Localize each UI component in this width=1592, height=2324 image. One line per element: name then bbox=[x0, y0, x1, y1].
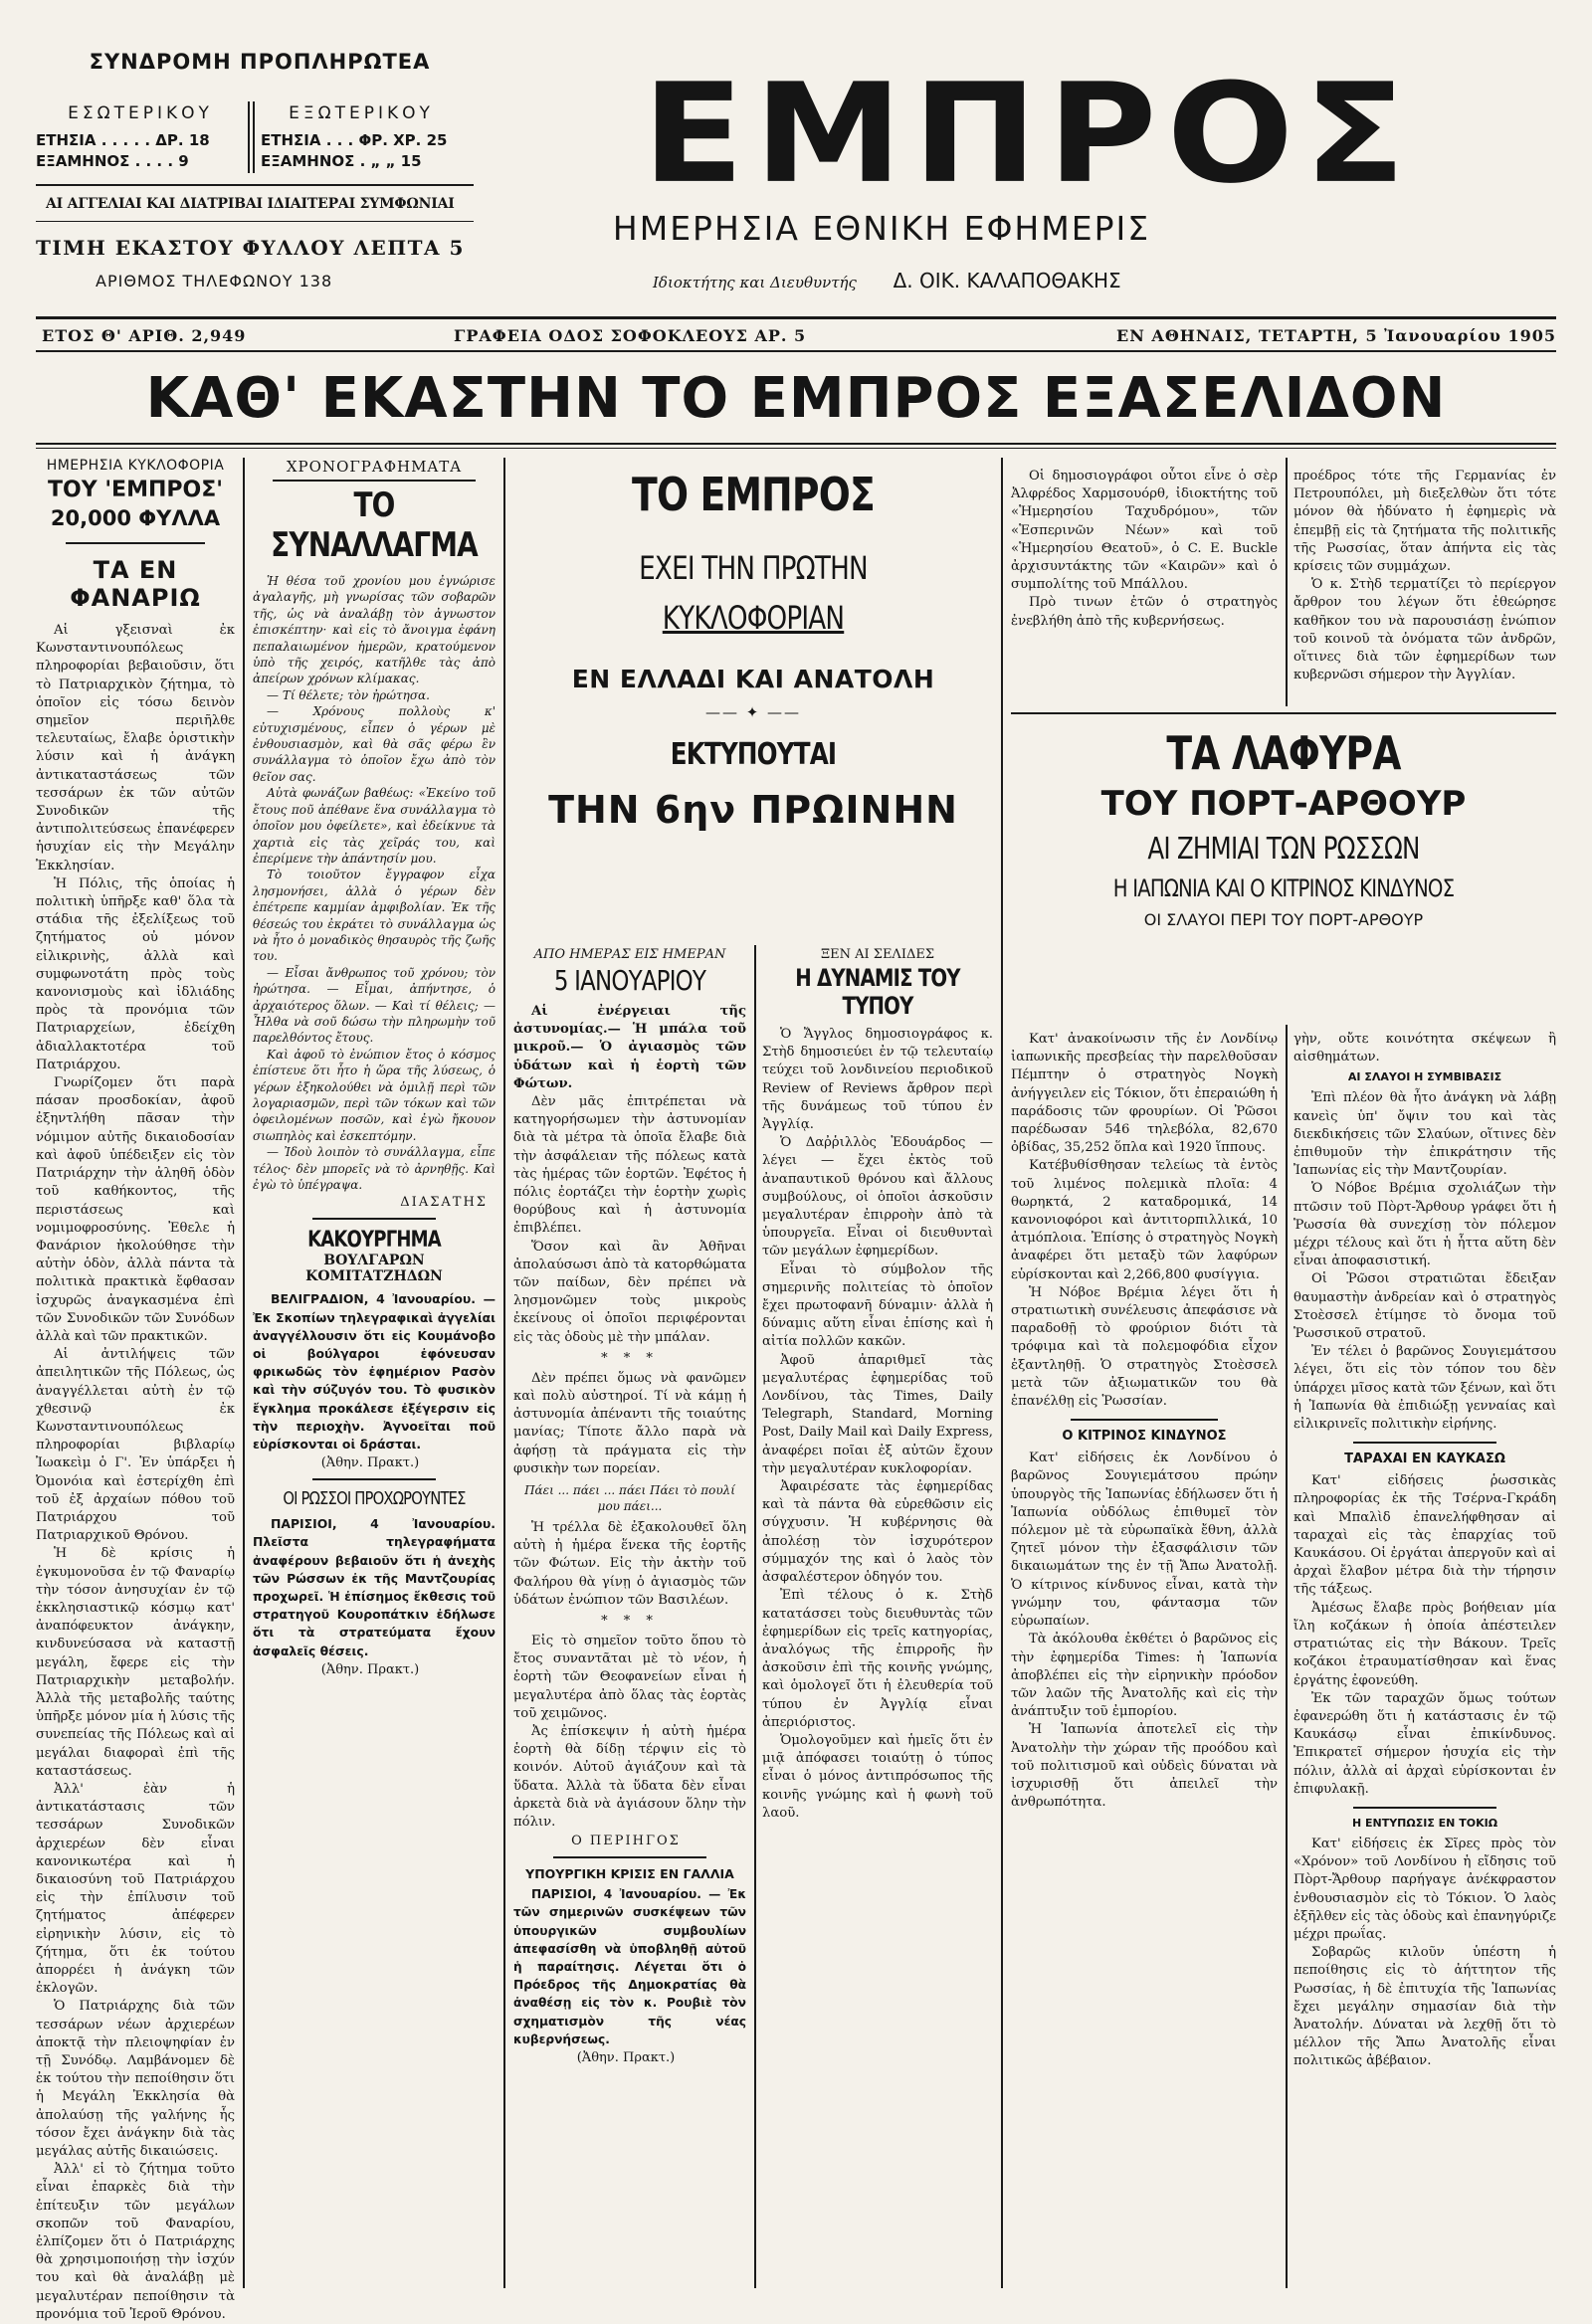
article-paragraph: γὴν, οὔτε κοινότητα σκέψεων ἢ αἰσθημάτων. bbox=[1294, 1032, 1556, 1065]
section-label-daily: ΑΠΟ ΗΜΕΡΑΣ ΕΙΣ ΗΜΕΡΑΝ bbox=[533, 947, 726, 962]
article-paragraph: Αἱ ἀντιλήψεις τῶν ἀπειλητικῶν τῆς Πόλεως, ὡς ἀναγγέλλεται αὐτὴ ἐν τῷ χθεσινῷ ἐκ Κωνσταντινουπόλεως πληροφορίαι βιβλαρίῳ Ἰωακεὶμ ὁ Γ'. Ἐν ὑπάρξει ἡ Ὀμονόια καὶ ἐστερίχθη ἐπὶ τοῦ ἐξ ἀρχαίων πόθου τοῦ Πατριάρχου τοῦ Πατριαρχικοῦ Θρόνου. bbox=[36, 1347, 235, 1544]
column-4b bbox=[1294, 1031, 1556, 2071]
article-head-tokyo: Η ΕΝΤΥΠΩΣΙΣ ΕΝ ΤΟΚΙΩ bbox=[1351, 1816, 1498, 1830]
article-head-fanari: ΤΑ ΕΝ ΦΑΝΑΡΙΩ bbox=[70, 556, 201, 612]
promo-line-circulation: ΚΥΚΛΟΦΟΡΙΑΝ bbox=[662, 599, 845, 637]
article-head-date: 5 ΙΑΝΟΥΑΡΙΟΥ bbox=[553, 964, 706, 997]
promo-line-greece: ΕΝ ΕΛΛΑΔΙ ΚΑΙ ΑΝΑΤΟΛΗ bbox=[571, 665, 935, 693]
column-3b bbox=[762, 947, 993, 1823]
article-paragraph: — Ἰδοὺ λοιπὸν τὸ συνάλλαγμα, εἶπε τέλος· δὲν μπορεῖς νὰ τὸ ἀρνηθῇς. Καὶ ἐγὼ τὸ ὑπέγραψα. bbox=[253, 1145, 496, 1193]
article-paragraph: Κατέβυθίσθησαν τελείως τὰ ἐντὸς τοῦ λιμένος πολεμικὰ πλοῖα: 4 θωρηκτά, 2 καταδρομικά, 14 κανονιοφόροι καὶ ἀντιτορπιλλικά, 10 ἀτμόπλοια. Ἐπίσης ὁ στρατηγὸς Νογκὴ ἀναφέρει ὅτι μεταξὺ τῶν λαφύρων εὑρίσκονται καὶ 2,266,800 φυσίγγια. bbox=[1011, 1158, 1278, 1282]
article-paragraph: — Εἶσαι ἄνθρωπος τοῦ χρόνου; τὸν ἠρώτησα. — Εἶμαι, ἀπήντησε, ὁ ἀρχαιότερος ὅλων. — Καὶ τί θέλεις; — Ἦλθα νὰ σοῦ δώσω τὴν πληρωμὴν τοῦ παρελθόντος ἔτους. bbox=[253, 965, 496, 1046]
circulation-count: 20,000 ΦΥΛΛΑ bbox=[50, 506, 221, 530]
article-head-russians: ΟΙ ΡΩΣΣΟΙ ΠΡΟΧΩΡΟΥΝΤΕΣ bbox=[283, 1488, 466, 1510]
lafyra-headline-block bbox=[1011, 726, 1556, 929]
article-head-port-arthur: ΤΟΥ ΠΟΡΤ-ΑΡΘΟΥΡ bbox=[1100, 784, 1467, 824]
article-paragraph: Ἡ τρέλλα δὲ ἐξακολουθεῖ ὅλη αὐτὴ ἡ ἡμέρα ἕνεκα τῆς ἑορτῆς τῶν Φώτων. Εἰς τὴν ἀκτὴν τοῦ Φαλήρου θὰ γίνῃ ὁ ἀγιασμὸς τῶν ὑδάτων ἐνώπιον τῶν Βασιλέων. bbox=[513, 1519, 746, 1608]
article-subhead-crime: ΒΟΥΛΓΑΡΩΝ ΚΟΜΙΤΑΤΖΗΔΩΝ bbox=[305, 1253, 443, 1285]
article-paragraph: Τὸ τοιοῦτον ἔγγραφον εἶχα λησμονήσει, ἀλλὰ ὁ γέρων δὲν ἐπέτρεπε καμμίαν ἀμφιβολίαν. Ἐκ τῆς θέσεώς του ἐκράτει τὸ συνάλλαγμα ὡς νὰ ἦτο ὁ μοναδικὸς θησαυρὸς τῆς ζωῆς του. bbox=[253, 868, 496, 964]
article-head-synallagma: ΤΟ ΣΥΝΑΛΛΑΓΜΑ bbox=[271, 485, 478, 565]
article-head-losses: ΑΙ ΖΗΜΙΑΙ ΤΩΝ ΡΩΣΣΩΝ bbox=[1147, 832, 1420, 867]
signature: ΔΙΑΣΑΤΗΣ bbox=[400, 1195, 488, 1211]
owner-name: Δ. ΟΙΚ. ΚΑΛΑΠΟΘΑΚΗΣ bbox=[893, 269, 1121, 292]
ads-note: ΑΙ ΑΓΓΕΛΙΑΙ ΚΑΙ ΔΙΑΤΡΙΒΑΙ ΙΔΙΑΙΤΕΡΑΙ ΣΥΜΦΩΝΙΑΙ bbox=[46, 196, 455, 212]
article-paragraph: Κατ' εἰδήσεις ἐκ Λονδίνου ὁ βαρῶνος Σουγιεμάτσου πρώην ὑπουργὸς τῆς Ἰαπωνίας ἐδήλωσεν ὅτι ἡ Ἰαπωνία οὐδόλως ἐπιθυμεῖ τὸν πόλεμον μὲ τὰ εὐρωπαϊκὰ ἔθνη, ἀλλὰ ζητεῖ μόνον τὴν ἐξασφάλισιν τῶν δικαιωμάτων της ἐν τῇ Ἄπω Ἀνατολῇ. Ὁ κίτρινος κίνδυνος εἶναι, κατὰ τὴν γνώμην του, φάντασμα τῶν εὐρωπαίων. bbox=[1011, 1451, 1278, 1630]
domestic-yearly: ΕΤΗΣΙΑ . . . . . ΔΡ. 18 bbox=[36, 131, 210, 149]
article-paragraph: Ἀφοῦ ἀπαριθμεῖ τὰς μεγαλυτέρας ἐφημερίδας τοῦ Λονδίνου, τὰς Times, Daily Telegraph, Standard, Morning Post, Daily Mail καὶ Daily Express, ἀναφέρει ποῖαι ἐξ αὐτῶν ἔχουν τὴν μεγαλυτέραν κυκλοφορίαν. bbox=[762, 1352, 993, 1476]
column-4b-top bbox=[1294, 468, 1556, 684]
article-summary: Αἱ ἐνέργειαι τῆς ἀστυνομίας.— Ἡ μπάλα τοῦ μικροῦ.— Ὁ ἀγιασμὸς τῶν ὑδάτων καὶ ἡ ἑορτὴ τῶν Φώτων. bbox=[513, 1004, 746, 1091]
article-paragraph: Κατ' ἀνακοίνωσιν τῆς ἐν Λονδίνῳ ἰαπωνικῆς πρεσβείας τὴν παρελθοῦσαν Πέμπτην ὁ στρατηγὸς Νογκὴ ἀνήγγειλεν εἰς Τόκιον, ὅτι ἐπεραιώθη ἡ παράδοσις τῶν φρουρίων. Οἱ Ῥῶσοι παρέδωσαν 546 τηλεβόλα, 82,670 ὀβίδας, 35,252 ὅπλα καὶ 1920 ἵππους. bbox=[1011, 1032, 1278, 1156]
headline-banner: ΚΑΘ' ΕΚΑΣΤΗΝ ΤΟ ΕΜΠΡΟΣ ΕΞΑΣΕΛΙΔΟΝ bbox=[145, 366, 1447, 431]
article-paragraph: Ἐκ τῶν ταραχῶν ὅμως τούτων ἐφανερώθη ὅτι ἡ κατάστασις ἐν τῷ Καυκάσῳ εἶναι ἐπικίνδυνος. Ἐπικρατεῖ σήμερον ἡσυχία εἰς τὴν πόλιν, ἀλλὰ αἱ ἀρχαὶ εὑρίσκονται ἐν ἐπιφυλακῇ. bbox=[1294, 1690, 1556, 1797]
circulation-title: ΤΟΥ 'ΕΜΠΡΟΣ' bbox=[48, 478, 223, 502]
column-4a bbox=[1011, 1031, 1278, 1812]
article-paragraph: Εἶναι τὸ σύμβολον τῆς σημερινῆς πολιτείας τὸ ὁποῖον ἔχει πρωτοφανῆ δύναμιν· ἀλλὰ ἡ δύναμις αὕτη εἶναι ἐπίσης καὶ ἡ αἰτία πολλῶν κακῶν. bbox=[762, 1261, 993, 1350]
article-paragraph: Δὲν μᾶς ἐπιτρέπεται νὰ κατηγορήσωμεν τὴν ἀστυνομίαν διὰ τὰ μέτρα τὰ ὁποῖα ἔλαβε διὰ τὴν ἀσφάλειαν τῆς πόλεως κατὰ τὰς ἡμέρας τῶν ἑορτῶν. Ἐφέτος ἡ πόλις ἐορτάζει τὴν ἑορτὴν χωρὶς θορύβους καὶ ἡ ἀστυνομία ἐπιβλέπει. bbox=[513, 1094, 746, 1237]
article-paragraph: Γνωρίζομεν ὅτι παρὰ πάσαν προσδοκίαν, ἀφοῦ ἐξηντλήθη πᾶσαν τὴν νόμιμον αὐτῆς δικαιοδοσίαν καὶ ἀφοῦ ὑπέδειξεν εἰς τὸν Πατριάρχην τὴν ἀληθῆ ὁδὸν τοῦ καθήκοντος, τῆς περιστάσεως καὶ νομιμοφροσύνης. Ἐθελε ἡ Φανάριον ἠκολούθησε τὴν αὐτὴν ὁδὸν, ἀλλὰ πάντα τὰ πολιτικὰ πρακτικὰ ἔφθασαν ἰσχυρῶς ἀναγκασμένα ἐπὶ τῶν Συνοδικῶν τῶν Συνόδων ἀλλὰ καὶ τῶν πρακτικῶν. bbox=[36, 1075, 235, 1344]
article-paragraph: Κατ' εἰδήσεις ἐκ Σῖρες πρὸς τὸν «Χρόνον» τοῦ Λονδίνου ἡ εἴδησις τοῦ Πὸρτ-Ἄρθουρ παρήγαγε ἀνέκφραστον ἐνθουσιασμὸν εἰς τὸ Τόκιον. Ὁ λαὸς ἐξῆλθεν εἰς τὰς ὁδοὺς καὶ ἐπανηγύριζε μέχρι πρωΐας. bbox=[1294, 1836, 1556, 1942]
article-paragraph: — Χρόνους πολλοὺς κ' εὐτυχισμένους, εἶπεν ὁ γέρων μὲ ἐνθουσιασμὸν, καὶ θὰ σᾶς φέρω ἓν συνάλλαγμα τὸ ὁποῖον ἔχω ἀπὸ τὸν θεῖον σας. bbox=[253, 704, 496, 784]
article-paragraph: Τὰ ἀκόλουθα ἐκθέτει ὁ βαρῶνος εἰς τὴν ἐφημερίδα Times: ἡ Ἰαπωνία ἀποβλέπει εἰς τὴν εἰρηνικὴν πρόοδον τῶν λαῶν τῆς Ἀνατολῆς καὶ εἰς τὴν ἀνάπτυξιν τοῦ ἐμπορίου. bbox=[1011, 1632, 1278, 1720]
section-label-foreign: ΞΕΝ ΑΙ ΣΕΛΙΔΕΣ bbox=[820, 947, 935, 962]
promo-line-printed: ΕΚΤΥΠΟΥΤΑΙ bbox=[670, 737, 837, 772]
article-paragraph: Ἐπὶ τέλους ὁ κ. Στὴδ κατατάσσει τοὺς διευθυντὰς τῶν ἐφημερίδων εἰς τρεῖς κατηγορίας, ἀναλόγως τῆς ἐπιρροῆς ἣν ἀσκοῦσιν ἐπὶ τῆς κοινῆς γνώμης, καὶ ὁμολογεῖ ὅτι ἡ ἐλευθερία τοῦ τύπου ἐν Ἀγγλίᾳ εἶναι ἀπεριόριστος. bbox=[762, 1588, 993, 1730]
column-4a-top bbox=[1011, 468, 1278, 631]
article-paragraph: Κατ' εἰδήσεις ῥωσσικὰς πληροφορίας ἐκ τῆς Τσέρνα-Γκράδη καὶ Μπαλὶδ ἐπανελήφθησαν αἱ ταραχαὶ εἰς τὰς ἐπαρχίας τοῦ Καυκάσου. Οἱ ἐργάται ἀπεργοῦν καὶ αἱ ἀρχαὶ ἔλαβον μέτρα διὰ τὴν τήρησιν τῆς τάξεως. bbox=[1294, 1473, 1556, 1598]
article-head-yellow-peril: Ο ΚΙΤΡΙΝΟΣ ΚΙΝΔΥΝΟΣ bbox=[1062, 1429, 1227, 1445]
article-paragraph: Ἡ θέσα τοῦ χρονίου μου ἐγνώρισε ἀγαλαγῆς, μὴ γνωρίσας τῶν σοβαρῶν τῆς, ὡς νὰ ἀναλάβῃ τὸν ἀγνωστον ἐπισκέπτην· καὶ εἰς τὸ ἄνοιγμα ἐφάνη πεπαλαιωμένον ἡμερῶν, κρατούμενον ὑπὸ τῆς χειρός, κατῆλθε τὰς ἀπὸ ἀπείρων χρόνων κλίμακας. bbox=[253, 574, 496, 686]
article-paragraph: Αἱ γξεισναὶ ἐκ Κωνσταντινουπόλεως πληροφορίαι βεβαιοῦσιν, ὅτι τὸ Πατριαρχικὸν ζήτημα, τὸ ὁποῖον εἰς τόσω δεινὸν σημεῖον περιῆλθε τελευταίως, ἔλαβε ὁριστικὴν λύσιν καὶ ἡ ἀνάγκη ἀντικαταστάσεως τῶν τεσσάρων ἐκ τῶν αὐτῶν Συνοδικῶν τῆς ἀντιπολιτεύσεως ἐπανέφερεν ἡσυχίαν εἰς τὴν Μεγάλην Ἐκκλησίαν. bbox=[36, 623, 235, 873]
newspaper-subtitle: ΗΜΕΡΗΣΙΑ ΕΘΝΙΚΗ ΕΦΗΜΕΡΙΣ bbox=[612, 209, 1151, 248]
foreign-semi: ΕΞΑΜΗΝΟΣ . „ „ 15 bbox=[261, 152, 422, 170]
circulation-label: ΗΜΕΡΗΣΙΑ ΚΥΚΛΟΦΟΡΙΑ bbox=[46, 458, 225, 474]
article-paragraph: Ὁμολογοῦμεν καὶ ἡμεῖς ὅτι ἐν μιᾷ ἀπόφασει τοιαύτῃ ὁ τύπος εἶναι ὁ μόνος ἀντιπρόσωπος τῆς κοινῆς γνώμης καὶ ἡ φωνὴ τοῦ λαοῦ. bbox=[762, 1732, 993, 1821]
article-paragraph: Αὐτὰ φωνάζων βαθέως: «Ἐκείνο τοῦ ἔτους ποῦ ἀπέθανε ἕνα συνάλλαγμα τὸ ὁποῖον μου ὀφείλετε», καὶ ἐδείκνυε τὰ χαρτιὰ εἰς τὰς χεῖράς του, καὶ ἐπερίμενε τὴν ἀπάντησίν μου. bbox=[253, 786, 496, 866]
price-line: ΤΙΜΗ ΕΚΑΣΤΟΥ ΦΥΛΛΟΥ ΛΕΠΤΑ 5 bbox=[36, 236, 465, 260]
foreign-yearly: ΕΤΗΣΙΑ . . . ΦΡ. ΧΡ. 25 bbox=[261, 131, 448, 149]
promo-line-time: ΤΗΝ 6ην ΠΡΩΙΝΗΝ bbox=[548, 788, 958, 832]
column-1 bbox=[36, 458, 235, 2324]
article-head-compromise: ΑΙ ΣΛΑΥΟΙ Η ΣΥΜΒΙΒΑΣΙΣ bbox=[1347, 1070, 1502, 1084]
article-paragraph: Ὁ Ἄγγλος δημοσιογράφος κ. Στὴδ δημοσιεύει ἐν τῷ τελευταίῳ τεύχει τοῦ λονδινείου περιοδικοῦ Review of Reviews ἄρθρον περὶ τῆς δυνάμεως τοῦ τύπου ἐν Ἀγγλίᾳ. bbox=[762, 1027, 993, 1133]
source-credit: (Ἀθην. Πρακτ.) bbox=[320, 1455, 420, 1471]
article-head-spoils: ΤΑ ΛΑΦΥΡΑ bbox=[1166, 726, 1401, 780]
article-paragraph: Ἀλλ' εἰ τὸ ζήτημα τοῦτο εἶναι ἐπαρκὲς διὰ τὴν ἐπίτευξιν τῶν μεγάλων σκοπῶν τοῦ Φαναρίου, ἐλπίζομεν ὅτι ὁ Πατριάρχης θὰ χρησιμοποιήσῃ τὴν ἰσχύν του καὶ θὰ ἀναλάβῃ μὲ μεγαλυτέραν πεποίθησιν τὰ προνόμια τοῦ Ἱεροῦ Θρόνου. bbox=[36, 2162, 235, 2322]
article-head-japan: Η ΙΑΠΩΝΙΑ ΚΑΙ Ο ΚΙΤΡΙΝΟΣ ΚΙΝΔΥΝΟΣ bbox=[1112, 874, 1455, 902]
article-paragraph: Ἀμέσως ἔλαβε πρὸς βοήθειαν μία ἴλη κοζάκων ἡ ὁποία ἀπέστειλεν στρατιώτας εἰς τὴν Βάκουν. Τρεῖς κοζάκοι ἐτραυματίσθησαν καὶ ἕνας ἐργάτης ἐφονεύθη. bbox=[1294, 1600, 1556, 1688]
source-credit: (Ἀθην. Πρακτ.) bbox=[320, 1661, 420, 1677]
article-paragraph: Δὲν πρέπει ὅμως νὰ φανῶμεν καὶ πολὺ αὐστηροί. Τί νὰ κάμῃ ἡ ἀστυνομία ἀπέναντι τῆς τοιαύτης μανίας; Τίποτε ἄλλο παρὰ νὰ ἀφήσῃ τὰ πράγματα εἰς τὴν φυσικὴν των πορείαν. bbox=[513, 1370, 746, 1476]
article-head-press: Η ΔΥΝΑΜΙΣ ΤΟΥ ΤΥΠΟΥ bbox=[795, 964, 960, 1020]
section-label-chronicles: ΧΡΟΝΟΓΡΑΦΗΜΑΤΑ bbox=[286, 458, 463, 476]
article-paragraph: Ἀλλ' ἐὰν ἡ ἀντικατάστασις τῶν τεσσάρων Συνοδικῶν ἀρχιερέων δὲν εἶναι κανονικωτέρα καὶ ἡ δικαιοσύνη τοῦ Πατριάρχου εἰς τὴν ἐπίλυσιν τοῦ ζητήματος ἀπέφερεν εἰρηνικὴν λύσιν, εἰς τὸ ζήτημα, ὅτι ἐκ τούτου ἀπορρέει ἡ ἀνάγκη τῶν ἐκλογῶν. bbox=[36, 1782, 235, 1997]
newspaper-page bbox=[36, 40, 1556, 2322]
section-asterisks: * * * bbox=[601, 1613, 659, 1629]
article-paragraph: Σοβαρῶς κιλοῦν ὑπέστη ἡ πεποίθησις εἰς τὸ ἀήττητον τῆς Ρωσσίας, ἡ δὲ ἐπιτυχία τῆς Ἰαπωνίας ἔχει μεγάλην σημασίαν διὰ τὴν Ἀνατολήν. Δύναται νὰ λεχθῇ ὅτι τὸ μέλλον τῆς Ἄπω Ἀνατολῆς εἶναι πολιτικῶς ἀβέβαιον. bbox=[1294, 1945, 1556, 2069]
article-head-crime: ΚΑΚΟΥΡΓΗΜΑ bbox=[307, 1228, 441, 1254]
promo-line-first: ΕΧΕΙ ΤΗΝ ΠΡΩΤΗΝ bbox=[639, 549, 868, 587]
article-paragraph: Ἡ δὲ κρίσις ἡ ἐγκυμονοῦσα ἐν τῷ Φαναρίῳ τὴν τόσον ἀνησυχίαν ἐν τῷ ἐκκλησιαστικῷ κόσμῳ κατ' ἀναπόφευκτον ἀνάγκην, κινδυνεύσασα νὰ καταστῇ μεγάλη, ἔφερε εἰς τὴν Πατριαρχικὴν μεταβολήν. Ἀλλὰ τῆς μεταβολῆς ταύτης ὑπῆρξε μόνον μία ἡ λύσις τῆς συνεπείας τῆς Πόλεως καὶ αἱ μεγάλαι διαφοραὶ ἐπὶ τῆς καταστάσεως. bbox=[36, 1546, 235, 1779]
phone-line: ΑΡΙΘΜΟΣ ΤΗΛΕΦΩΝΟΥ 138 bbox=[96, 272, 333, 290]
subscription-title: ΣΥΝΔΡΟΜΗ ΠΡΟΠΛΗΡΩΤΕΑ bbox=[89, 50, 431, 74]
issue-date: ΕΝ ΑΘΗΝΑΙΣ, ΤΕΤΑΡΤΗ, 5 Ἰανουαρίου 1905 bbox=[1116, 326, 1556, 345]
article-paragraph: Ὁ Πατριάρχης διὰ τῶν τεσσάρων νέων ἀρχιερέων ἀποκτᾷ τὴν πλειοψηφίαν ἐν τῇ Συνόδῳ. Λαμβάνομεν δὲ ἐκ τούτου τὴν πεποίθησιν ὅτι ἡ Μεγάλη Ἐκκλησία θὰ ἀπολαύσῃ τῆς γαλήνης ἧς τόσον ἔχει ἀνάγκην διὰ τὰς μεγάλας αὐτῆς δικαιώσεις. bbox=[36, 1999, 235, 2160]
article-paragraph: Οἱ δημοσιογράφοι οὗτοι εἶνε ὁ σὲρ Ἀλφρέδος Χαρμσουόρθ, ἰδιοκτήτης τοῦ «Ἡμερησίου Ταχυδρόμου», τῶν «Ἑσπερινῶν Νέων» καὶ τοῦ «Ἡμερησίου Θεατοῦ», ὁ C. E. Buckle ἀρχισυντάκτης τῶν «Καιρῶν» καὶ ὁ συμπολίτης τοῦ Μπάλλου. bbox=[1011, 469, 1278, 593]
article-paragraph: Ἀφαιρέσατε τὰς ἐφημερίδας καὶ τὰ πάντα θὰ εὑρεθῶσιν εἰς σύγχυσιν. Ἡ κυβέρνησις θὰ ἀπολέσῃ τὸν ἰσχυρότερον σύμμαχόν της καὶ ὁ λαὸς τὸν ἀσφαλέστερον ὁδηγόν του. bbox=[762, 1479, 993, 1586]
article-paragraph: Ὅσον καὶ ἂν Ἀθῆναι ἀπολαύσωσι ἀπὸ τὰ κατορθώματα τῶν παίδων, δὲν πρέπει νὰ λησμονῶμεν τοὺς μικροὺς ἐκείνους οἱ ὁποῖοι περιφέρονται εἰς τὰς ὁδοὺς μὲ τὴν μπάλαν. bbox=[513, 1239, 746, 1345]
verse: Πάει ... πάει ... πάει Πάει τὸ πουλί μου πάει... bbox=[524, 1483, 735, 1514]
foreign-label: ΕΞΩΤΕΡΙΚΟΥ bbox=[289, 103, 434, 123]
article-paragraph: Ἡ Ἰαπωνία ἀποτελεῖ εἰς τὴν Ἀνατολὴν τὴν χώραν τῆς προόδου καὶ τοῦ πολιτισμοῦ καὶ οὐδεὶς δύναται νὰ ἰσχυρισθῇ ὅτι ἀπειλεῖ τὴν ἀνθρωπότητα. bbox=[1011, 1722, 1278, 1811]
article-paragraph: ΒΕΛΙΓΡΑΔΙΟΝ, 4 Ἰανουαρίου. — Ἐκ Σκοπίων τηλεγραφικαὶ ἀγγελίαι ἀναγγέλλουσιν ὅτι εἰς Κουμάνοβο οἱ βούλγαροι ἐφόνευσαν φρικωδῶς τὸν ἐφημέριον Ρασὸν καὶ τὴν σύζυγόν του. Τὸ φυσικὸν ἔγκλημα προκάλεσε ἐξέγερσιν εἰς τὴν περιοχὴν. Ἀγνοεῖται ποῦ εὑρίσκονται οἱ δράσται. bbox=[253, 1291, 496, 1452]
domestic-label: ΕΣΩΤΕΡΙΚΟΥ bbox=[68, 103, 213, 123]
newspaper-title: ΕΜΠΡΟΣ bbox=[642, 54, 1416, 215]
office-address: ΓΡΑΦΕΙΑ ΟΔΟΣ ΣΟΦΟΚΛΕΟΥΣ ΑΡ. 5 bbox=[454, 326, 807, 345]
source-credit: (Ἀθην. Πρακτ.) bbox=[576, 2049, 676, 2065]
article-paragraph: Καὶ ἀφοῦ τὸ ἐνώπιον ἔτος ὁ κόσμος ἐπίστευε ὅτι ἦτο ἡ ὥρα τῆς λύσεως, ὁ γέρων ἐξηκολούθει νὰ ὁμιλῇ περὶ τῶν λογαριασμῶν, περὶ τῶν τόκων καὶ τῶν ὀφειλομένων ποσῶν, καὶ ἐγὼ ἤκουον σιωπηλὸς καὶ ἐσκεπτόμην. bbox=[253, 1047, 496, 1143]
article-paragraph: ΠΑΡΙΣΙΟΙ, 4 Ἰανουαρίου. — Ἐκ τῶν σημερινῶν συσκέψεων τῶν ὑπουργικῶν συμβουλίων ἀπεφασίσθη νὰ ὑποβληθῇ αὐτοῦ ἡ παραίτησις. Λέγεται ὅτι ὁ Πρόεδρος τῆς Δημοκρατίας θὰ ἀναθέσῃ εἰς τὸν κ. Ρουβιὲ τὸν σχηματισμὸν τῆς νέας κυβερνήσεως. bbox=[513, 1887, 746, 2046]
article-paragraph: Ἐν τέλει ὁ βαρῶνος Σουγιεμάτσου λέγει, ὅτι εἰς τὸν τόπον του δὲν ὑπάρχει μῖσος κατὰ τῶν ξένων, καὶ ὅτι ἡ Ἰαπωνία θὰ ἐπιδιώξῃ γενναίας καὶ εἰλικρινεῖς πολιτικὴν εἰρήνης. bbox=[1294, 1344, 1556, 1433]
year-issue: ΕΤΟΣ Θ' ΑΡΙΘ. 2,949 bbox=[42, 326, 247, 345]
owner-label: Ιδιοκτήτης και Διευθυντής bbox=[653, 274, 857, 291]
ornament-divider: —— ✦ —— bbox=[704, 703, 802, 721]
article-paragraph: Ὁ κ. Στὴδ τερματίζει τὸ περίεργον ἄρθρον του λέγων ὅτι ἐθεώρησε καθῆκον του νὰ παρουσιάσῃ ἐνώπιον τοῦ κοινοῦ τὰ ὀνόματα τῶν ἀνδρῶν, οἵτινες διὰ τῶν ἐφημερίδων των κυβερνῶσι σήμερον τὴν Ἀγγλίαν. bbox=[1294, 577, 1556, 683]
article-paragraph: Ἀς ἐπίσκεψιν ἡ αὐτὴ ἡμέρα ἑορτὴ θὰ δίδῃ τέρψιν εἰς τὸ κοινόν. Αὐτοῦ ἀγιάζουν καὶ τὰ ὕδατα. Ἀλλὰ τὰ ὕδατα δὲν εἶναι ἀρκετὰ διὰ νὰ ἀγιάσουν ὅλην τὴν πόλιν. bbox=[513, 1723, 746, 1830]
promo-title: ΤΟ ΕΜΠΡΟΣ bbox=[632, 468, 875, 521]
article-paragraph: Ὁ Νόβοε Βρέμια σχολιάζων τὴν πτῶσιν τοῦ Πὸρτ-Ἄρθουρ γράφει ὅτι ἡ Ῥωσσία θὰ συνεχίσῃ τὸν πόλεμον μέχρι τέλους καὶ ὅτι ἡ ἧττα αὕτη δὲν εἶναι ἀποφασιστική. bbox=[1294, 1181, 1556, 1269]
promo-block bbox=[513, 468, 993, 832]
column-2 bbox=[253, 458, 496, 1677]
article-head-caucasus: ΤΑΡΑΧΑΙ ΕΝ ΚΑΥΚΑΣΩ bbox=[1344, 1452, 1505, 1467]
article-paragraph: Ἡ Πόλις, τῆς ὁποίας ἡ πολιτικὴ ὑπῆρξε καθ' ὅλα τὰ στάδια τῆς ἐξελίξεως τοῦ ζητήματος οὐ μόνον εἰλικρινὴς, ἀλλὰ καὶ συμφωνοτάτη πρὸς τοὺς κανονισμοὺς καὶ ἰδλιάδης πρὸς τὰ προνόμια τῶν Πατριαρχείων, ἐδείχθη ἀδιαλλακτοτέρα τοῦ Πατριάρχου. bbox=[36, 875, 235, 1072]
article-paragraph: — Τί θέλετε; τὸν ἠρώτησα. bbox=[267, 687, 430, 702]
article-head-slavs: ΟΙ ΣΛΑΥΟΙ ΠΕΡΙ ΤΟΥ ΠΟΡΤ-ΑΡΘΟΥΡ bbox=[1143, 910, 1424, 929]
owner-line bbox=[653, 269, 1270, 292]
article-head-crisis: ΥΠΟΥΡΓΙΚΗ ΚΡΙΣΙΣ ΕΝ ΓΑΛΛΙΑ bbox=[525, 1866, 734, 1882]
domestic-semi: ΕΞΑΜΗΝΟΣ . . . . 9 bbox=[36, 152, 189, 170]
article-paragraph: Ἡ Νόβοε Βρέμια λέγει ὅτι ἡ στρατιωτικὴ συνέλευσις ἀπεφάσισε νὰ παραδοθῇ τὸ φρούριον διότι τὰ τρόφιμα καὶ τὰ πολεμοφόδια εἶχον ἐξαντληθῇ. Ὁ στρατηγὸς Στοὲσσελ μετὰ τῶν ἀξιωματικῶν του θὰ ἐπανέλθῃ εἰς Ῥωσσίαν. bbox=[1011, 1284, 1278, 1410]
column-3a bbox=[513, 947, 746, 2065]
article-paragraph: Ἐπὶ πλέον θὰ ἦτο ἀνάγκη νὰ λάβῃ κανεὶς ὑπ' ὄψιν του καὶ τὰς διεκδικήσεις τῶν Σλαύων, οἵτινες δὲν ἐπιθυμοῦν τὴν ἐπικράτησιν τῆς Ἰαπωνίας εἰς τὴν Μαντζουρίαν. bbox=[1294, 1090, 1556, 1179]
article-paragraph: Ὁ Δαῤῥιλλὸς Ἐδουάρδος — λέγει — ἔχει ἐκτὸς τοῦ ἀναπαυτικοῦ θρόνου καὶ ἄλλους συμβούλους, οἱ ὁποῖοι ἀσκοῦσιν μεγαλυτέραν ἐπιρροὴν ἀπὸ τὰ ὑπουργεῖα. Εἶναι οἱ διευθυνταὶ τῶν μεγάλων ἐφημερίδων. bbox=[762, 1135, 993, 1259]
article-paragraph: Εἰς τὸ σημεῖον τοῦτο ὅπου τὸ ἔτος συναντᾶται μὲ τὸ νέον, ἡ ἑορτὴ τῶν Θεοφανείων εἶναι ἡ μεγαλυτέρα ἀπὸ ὅλας τὰς ἑορτὰς τοῦ χειμῶνος. bbox=[513, 1633, 746, 1721]
article-paragraph: Πρὸ τινων ἐτῶν ὁ στρατηγὸς ἐνεβλήθη ἀπὸ τῆς κυβερνήσεως. bbox=[1011, 595, 1278, 629]
article-paragraph: ΠΑΡΙΣΙΟΙ, 4 Ἰανουαρίου. Πλεῖστα τηλεγραφήματα ἀναφέρουν βεβαιοῦν ὅτι ἡ ἀνεχὴς τῶν Ρώσσων ἐκ τῆς Μαντζουρίας προχωρεῖ. Ἡ ἐπίσημος ἔκθεσις τοῦ στρατηγοῦ Κουροπάτκιν ἐδήλωσε ὅτι τὰ στρατεύματα ἔχουν ἀσφαλεῖς θέσεις. bbox=[253, 1516, 496, 1658]
section-asterisks: * * * bbox=[601, 1350, 659, 1366]
article-paragraph: Οἱ Ῥῶσοι στρατιῶται ἔδειξαν θαυμαστὴν ἀνδρείαν καὶ ὁ στρατηγὸς Στοὲσσελ ἐτίμησε τὸ ὄνομα τοῦ Ῥωσσικοῦ στρατοῦ. bbox=[1294, 1271, 1556, 1342]
signature: Ο ΠΕΡΙΗΓΟΣ bbox=[571, 1834, 681, 1849]
article-paragraph: προέδρος τότε τῆς Γερμανίας ἐν Πετρουπόλει, μὴ διεξελθὼν ὅτι τότε μόνον θὰ ἠδύνατο ἡ ἐφημερὶς νὰ ἐπεμβῇ εἰς τὰ ζητήματα τῆς πολιτικῆς τῆς Ρωσσίας, ὅταν ἀπήντα εἰς τὰς κρίσεις τῶν συμμάχων. bbox=[1294, 469, 1556, 575]
